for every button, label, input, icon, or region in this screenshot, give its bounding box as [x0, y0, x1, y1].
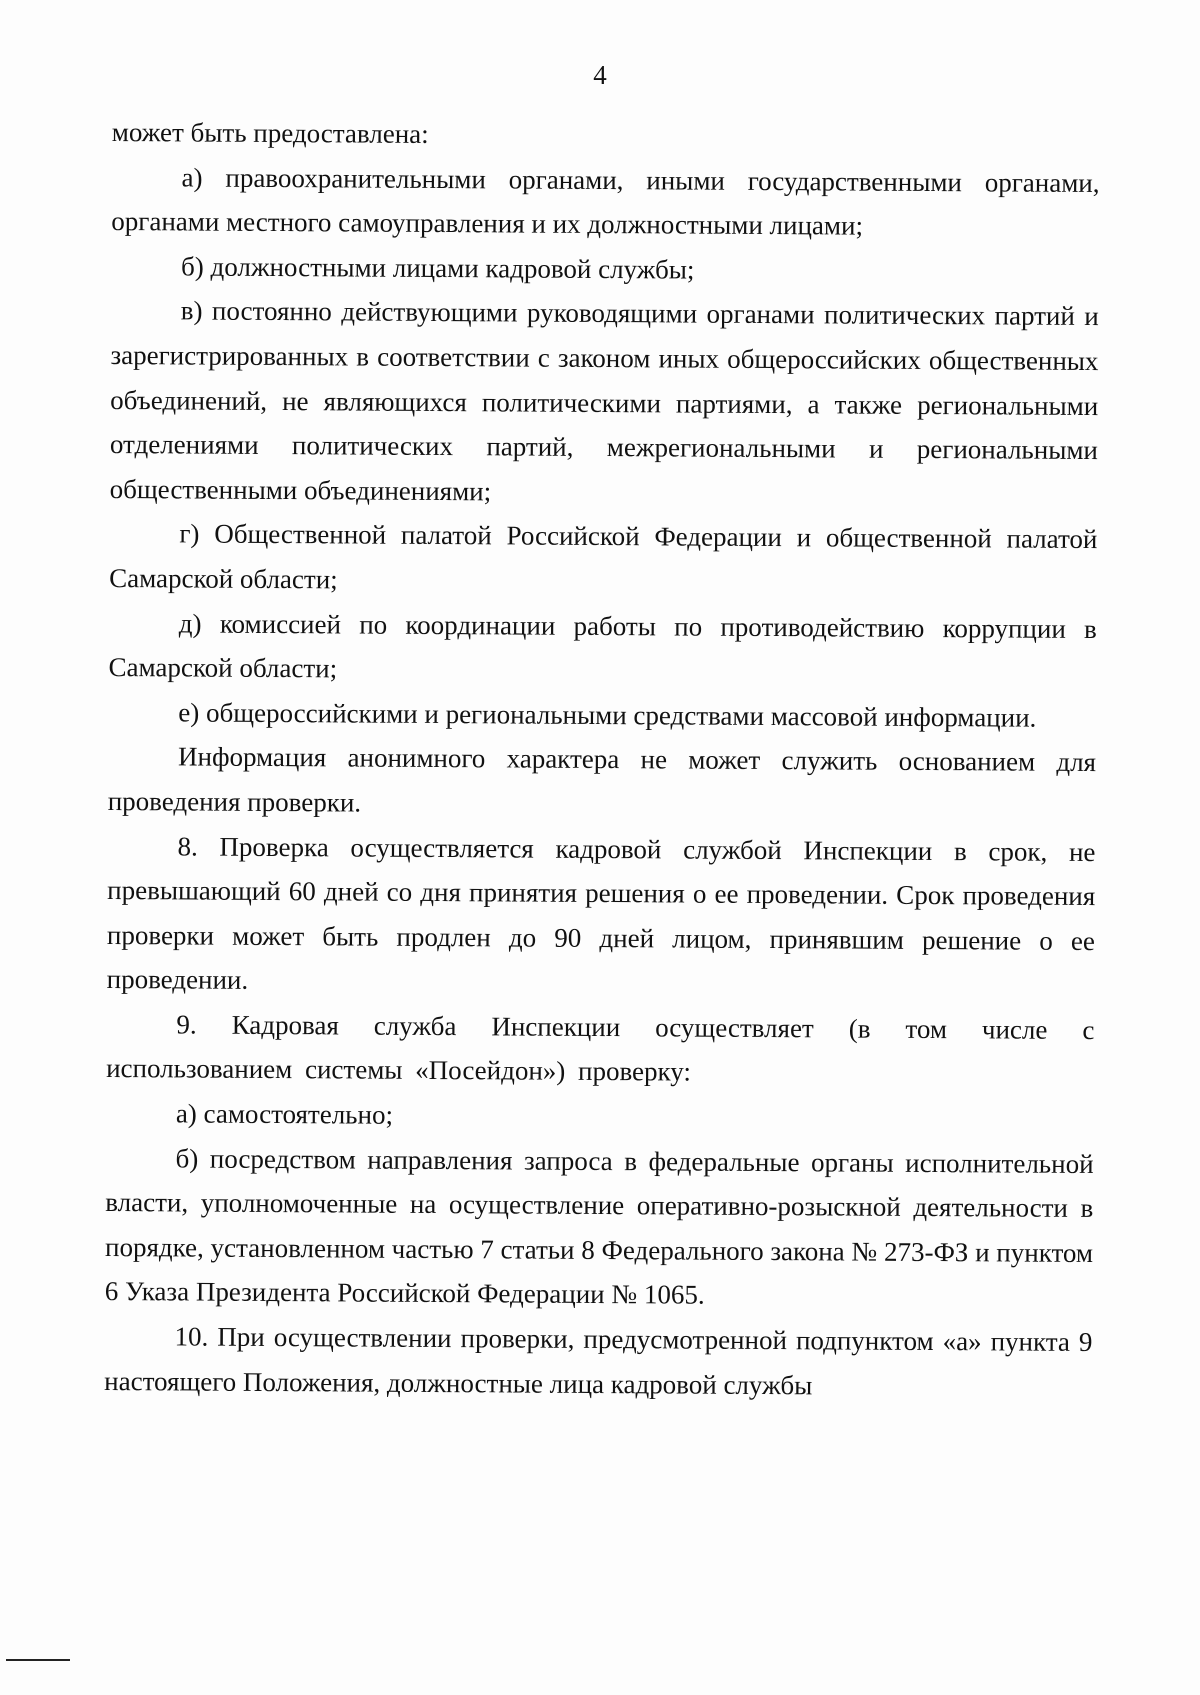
margin-line-mark: [6, 1659, 70, 1661]
paragraph-item-v: в) постоянно действующими руководящими органами политических партий и зарегистрированных в соответствии с законом иных общероссийских общественных объединений, не являющихся политическими партиями, а также региональными отделениями политических партий, межрегиональными и региональными общественными объединениями;: [109, 295, 1099, 507]
paragraph-intro: может быть предоставлена:: [111, 116, 429, 149]
page-number: 4: [593, 60, 607, 90]
paragraph-item-e: е) общероссийскими и региональными средствами массовой информации.: [178, 697, 1037, 733]
paragraph-clause-10: 10. При осуществлении проверки, предусмотренной подпунктом «а» пункта 9 настоящего Положения, должностные лица кадровой службы: [104, 1321, 1093, 1400]
document-body: [104, 110, 1100, 1409]
paragraph-item-d: д) комиссией по координации работы по противодействию коррупции в Самарской области;: [108, 607, 1097, 684]
paragraph-clause-9: 9. Кадровая служба Инспекции осуществляет (в том числе с использованием системы «Посейдон») проверку:: [106, 1009, 1095, 1088]
paragraph-item-b: б) должностными лицами кадровой службы;: [180, 251, 695, 285]
paragraph-clause-9-a: а) самостоятельно;: [175, 1098, 394, 1130]
paragraph-item-a: а) правоохранительными органами, иными государственными органами, органами местного самоуправления и их должностными лицами;: [111, 162, 1100, 241]
paragraph-clause-9-b: б) посредством направления запроса в федеральные органы исполнительной власти, уполномоченные на осуществление оперативно-розыскной деятельности в порядке, установленном частью 7 статьи 8 Федерального закона № 273-ФЗ и пунктом 6 Указа Президента Российской Федерации № 1065.: [104, 1143, 1094, 1311]
paragraph-item-g: г) Общественной палатой Российской Федерации и общественной палатой Самарской области;: [109, 518, 1098, 595]
paragraph-anonymous-info: Информация анонимного характера не может служить основанием для проведения проверки.: [107, 741, 1097, 818]
paragraph-clause-8: 8. Проверка осуществляется кадровой службой Инспекции в срок, не превышающий 60 дней со дня принятия решения о ее проведении. Срок проведения проверки может быть продлен до 90 дней лицом, принявшим решение о ее проведении.: [106, 830, 1096, 996]
